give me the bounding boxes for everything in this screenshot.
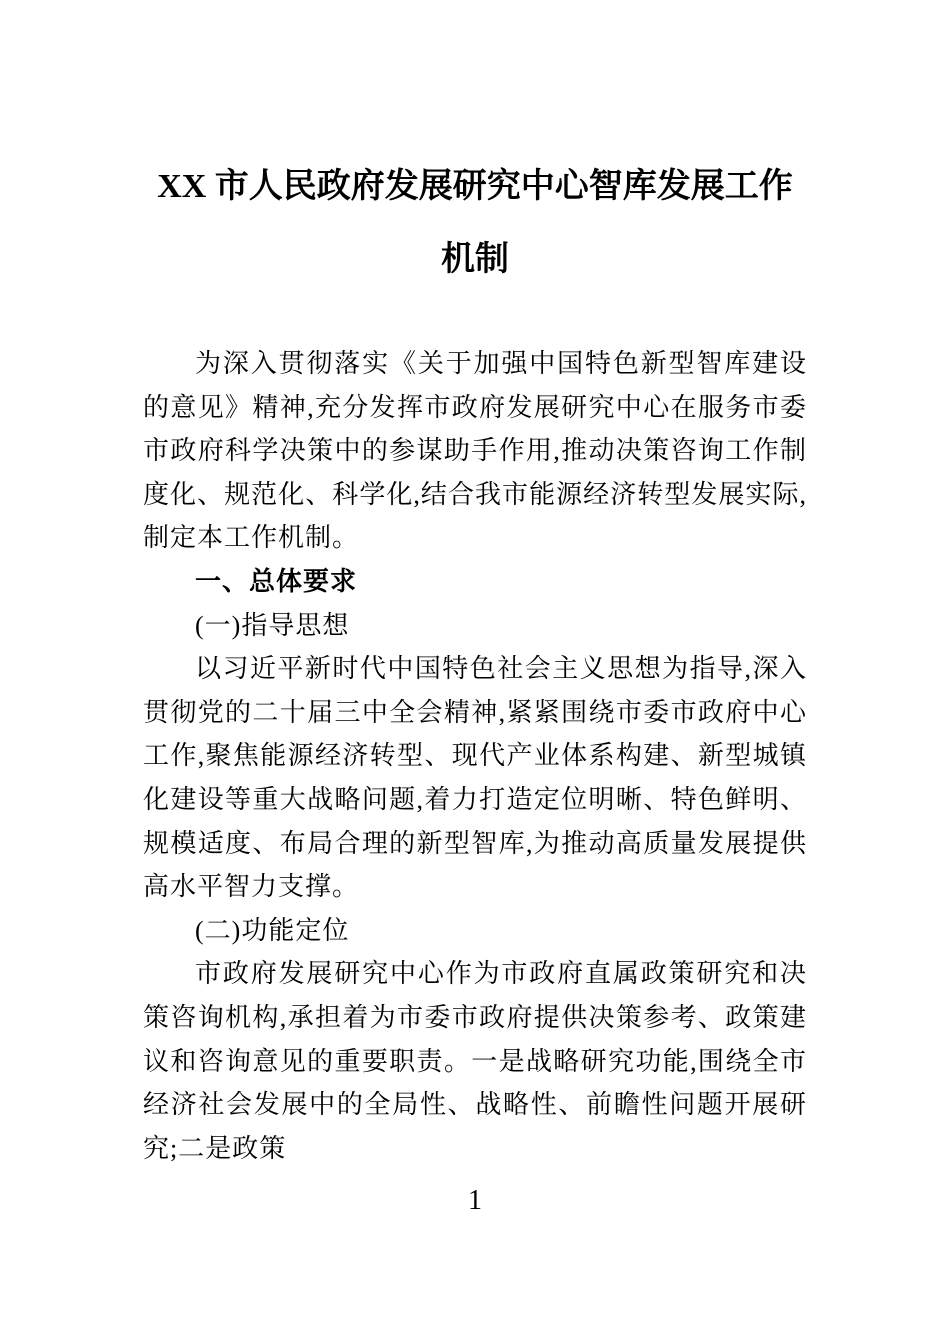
document-content	[143, 0, 807, 1170]
paragraph-functional-positioning: 市政府发展研究中心作为市政府直属政策研究和决策咨询机构,承担着为市委市政府提供决策参考、政策建议和咨询意见的重要职责。一是战略研究功能,围绕全市经济社会发展中的全局性、战略性、前瞻性问题开展研究;二是政策	[143, 959, 807, 1163]
subsection-heading-functional-positioning: (二)功能定位	[195, 915, 350, 945]
document-title-line-2: 机制	[441, 241, 509, 278]
page-number: 1	[468, 1185, 482, 1216]
paragraph-intro: 为深入贯彻落实《关于加强中国特色新型智库建设的意见》精神,充分发挥市政府发展研究中心在服务市委市政府科学决策中的参谋助手作用,推动决策咨询工作制度化、规范化、科学化,结合我市能源经济转型发展实际,制定本工作机制。	[143, 349, 807, 553]
section-heading-overall-requirements: 一、总体要求	[195, 565, 358, 596]
subsection-heading-guiding-ideology: (一)指导思想	[195, 610, 350, 640]
document-title	[143, 150, 807, 296]
paragraph-guiding-ideology: 以习近平新时代中国特色社会主义思想为指导,深入贯彻党的二十届三中全会精神,紧紧围绕市委市政府中心工作,聚焦能源经济转型、现代产业体系构建、新型城镇化建设等重大战略问题,着力打造定位明晰、特色鲜明、规模适度、布局合理的新型智库,为推动高质量发展提供高水平智力支撑。	[143, 654, 807, 902]
document-title-line-1: XX 市人民政府发展研究中心智库发展工作	[157, 168, 793, 205]
